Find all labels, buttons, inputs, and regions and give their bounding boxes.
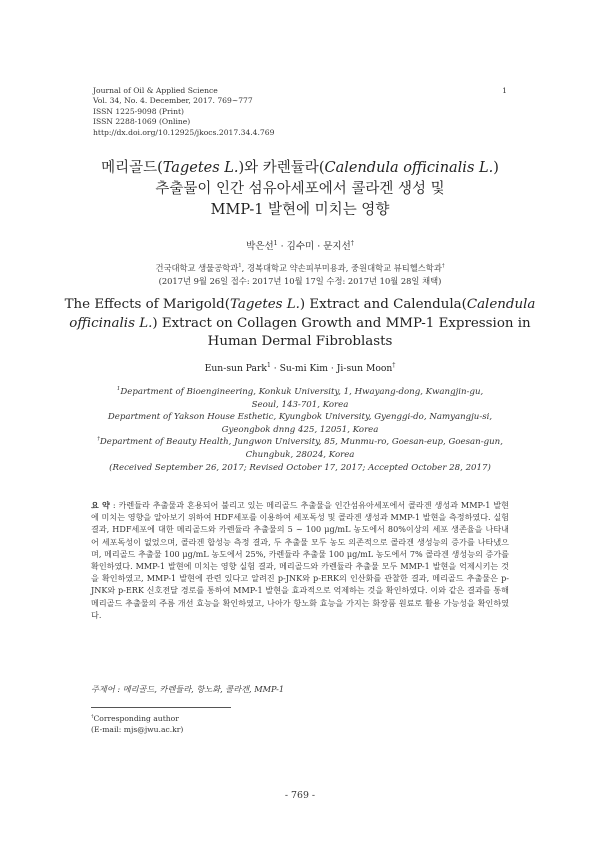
- abstract-text: 카렌듈라 추출물과 혼용되어 불리고 있는 메리골드 추출물을 인간섬유아세포에서 콜라겐 생성과 MMP-1 발현에 미치는 영향을 알아보기 위하여 HDF세포를 이용하여 세포독성 및 콜라겐 생성과 MMP-1 발현을 측정하였다. 실험 결과, HDF세포에 대한 메리골드와 카렌듈라 추출물의 5 ~ 100 μg/mL 농도에서 80%이상의 세포 생존율을 나타내어 세포독성이 없었으며, 콜라겐 합성능 측정 결과, 두 추출물 모두 농도 의존적으로 콜라겐 생성능의 증가를 나타냈으며, 메리골드 추출물 100 μg/mL 농도에서 25%, 카렌듈라 추출물 100 μg/mL 농도에서 7% 콜라겐 생성능의 증가를 확인하였다. MMP-1 발현에 미치는 영향 실험 결과, 메리골드와 카렌듈라 추출물 모두 MMP-1 발현을 억제시키는 것을 확인하였고, MMP-1 발현에 관련 있다고 알려진 p-JNK와 p-ERK의 인산화를 관찰한 결과, 메리골드 추출물은 p-JNK와 p-ERK 신호전달 경로를 통하여 MMP-1 발현을 효과적으로 억제하는 것을 확인하였다. 이와 같은 결과를 통해 메리골드 추출물의 주름 개선 효능을 확인하였고, 나아가 항노화 효능을 가지는 화장품 원료로 활용 가능성을 확인하였다.: [91, 500, 509, 620]
- footer-page-number: - 769 -: [284, 790, 316, 801]
- journal-doi[interactable]: http://dx.doi.org/10.12925/jkocs.2017.34.4.769: [93, 127, 275, 137]
- footnote: †Corresponding author (E-mail: mjs@jwu.ac.kr): [91, 713, 184, 734]
- korean-authors: 박은선$^1$ · 김수미 · 문지선†: [246, 239, 354, 252]
- footnote-divider: [91, 707, 231, 708]
- journal-issn-online: ISSN 2288-1069 (Online): [93, 117, 191, 127]
- corresponding-email: (E-mail: mjs@jwu.ac.kr): [91, 724, 184, 734]
- korean-dates: (2017년 9월 26일 접수: 2017년 10월 17일 수정: 2017년 10월 28일 채택): [158, 275, 442, 286]
- keywords: 주제어 : 메리골드, 카렌듈라, 항노화, 콜라겐, MMP-1: [91, 684, 285, 694]
- journal-header: [93, 86, 274, 138]
- journal-name: Journal of Oil & Applied Science: [93, 86, 218, 95]
- abstract-label: 요 약: [91, 500, 110, 510]
- korean-title: 메리골드(Tagetes L.)와 카렌듈라(Calendula officinalis L.) 추출물이 인간 섬유아세포에서 콜라겐 생성 및 MMP-1 발현에 미치는 영향: [101, 160, 499, 218]
- english-authors: Eun-sun Park$^1$ · Su-mi Kim · Ji-sun Moon†: [204, 361, 396, 374]
- korean-affiliations: 건국대학교 생물공학과$^1$, 경복대학교 약손피부미용과, 중원대학교 뷰티헬스학과† (2017년 9월 26일 접수: 2017년 10월 17일 수정: 2017년 10월 28일 채택): [0, 262, 600, 287]
- journal-volume: Vol. 34, No. 4. December, 2017. 769~777: [93, 96, 253, 106]
- english-dates: (Received September 26, 2017; Revised October 17, 2017; Accepted October 28, 2017): [109, 462, 491, 473]
- abstract: 요 약 : 카렌듈라 추출물과 혼용되어 불리고 있는 메리골드 추출물을 인간섬유아세포에서 콜라겐 생성과 MMP-1 발현에 미치는 영향을 알아보기 위하여 HDF세포를 이용하여 세포독성 및 콜라겐 생성과 MMP-1 발현을 측정하였다. 실험 결과, HDF세포에 대한 메리골드와 카렌듈라 추출물의 5 ~ 100 μg/mL 농도에서 80%이상의 세포 생존율을 나타내어 세포독성이 없었으며, 콜라겐 합성능 측정 결과, 두 추출물 모두 농도 의존적으로 콜라겐 생성능의 증가를 나타냈으며, 메리골드 추출물 100 μg/mL 농도에서 25%, 카렌듈라 추출물 100 μg/mL 농도에서 7% 콜라겐 생성능의 증가를 확인하였다. MMP-1 발현에 미치는 영향 실험 결과, 메리골드와 카렌듈라 추출물 모두 MMP-1 발현을 억제시키는 것을 확인하였고, MMP-1 발현에 관련 있다고 알려진 p-JNK와 p-ERK의 인산화를 관찰한 결과, 메리골드 추출물은 p-JNK와 p-ERK 신호전달 경로를 통하여 MMP-1 발현을 효과적으로 억제하는 것을 확인하였다. 이와 같은 결과를 통해 메리골드 추출물의 주름 개선 효능을 확인하였고, 나아가 항노화 효능을 가지는 화장품 원료로 활용 가능성을 확인하였다.: [91, 500, 509, 620]
- page-number: 1: [502, 86, 507, 95]
- english-affiliations: $^1$Department of Bioengineering, Konkuk University, 1, Hwayang-dong, Kwangjin-gu, Seoul, 143-701, Korea Department of Yakson House Esthetic, Kyungbok University, Gyenggi-do, Namyangju-si, Gyeongbok dnng 425, 12051, Korea †Department of Beauty Health, Jungwon University, 85, Munmu-ro, Goesan-eup, Goesan-gun, Chungbuk, 28024, Korea (Received September 26, 2017; Revised October 17, 2017; Accepted October 28, 2017): [0, 386, 600, 474]
- journal-issn-print: ISSN 1225-9098 (Print): [93, 106, 184, 116]
- english-title: The Effects of Marigold(Tagetes L.) Extract and Calendula(Calendula officinalis L.) Extract on Collagen Growth and MMP-1 Expression in Human Dermal Fibroblasts: [64, 297, 536, 349]
